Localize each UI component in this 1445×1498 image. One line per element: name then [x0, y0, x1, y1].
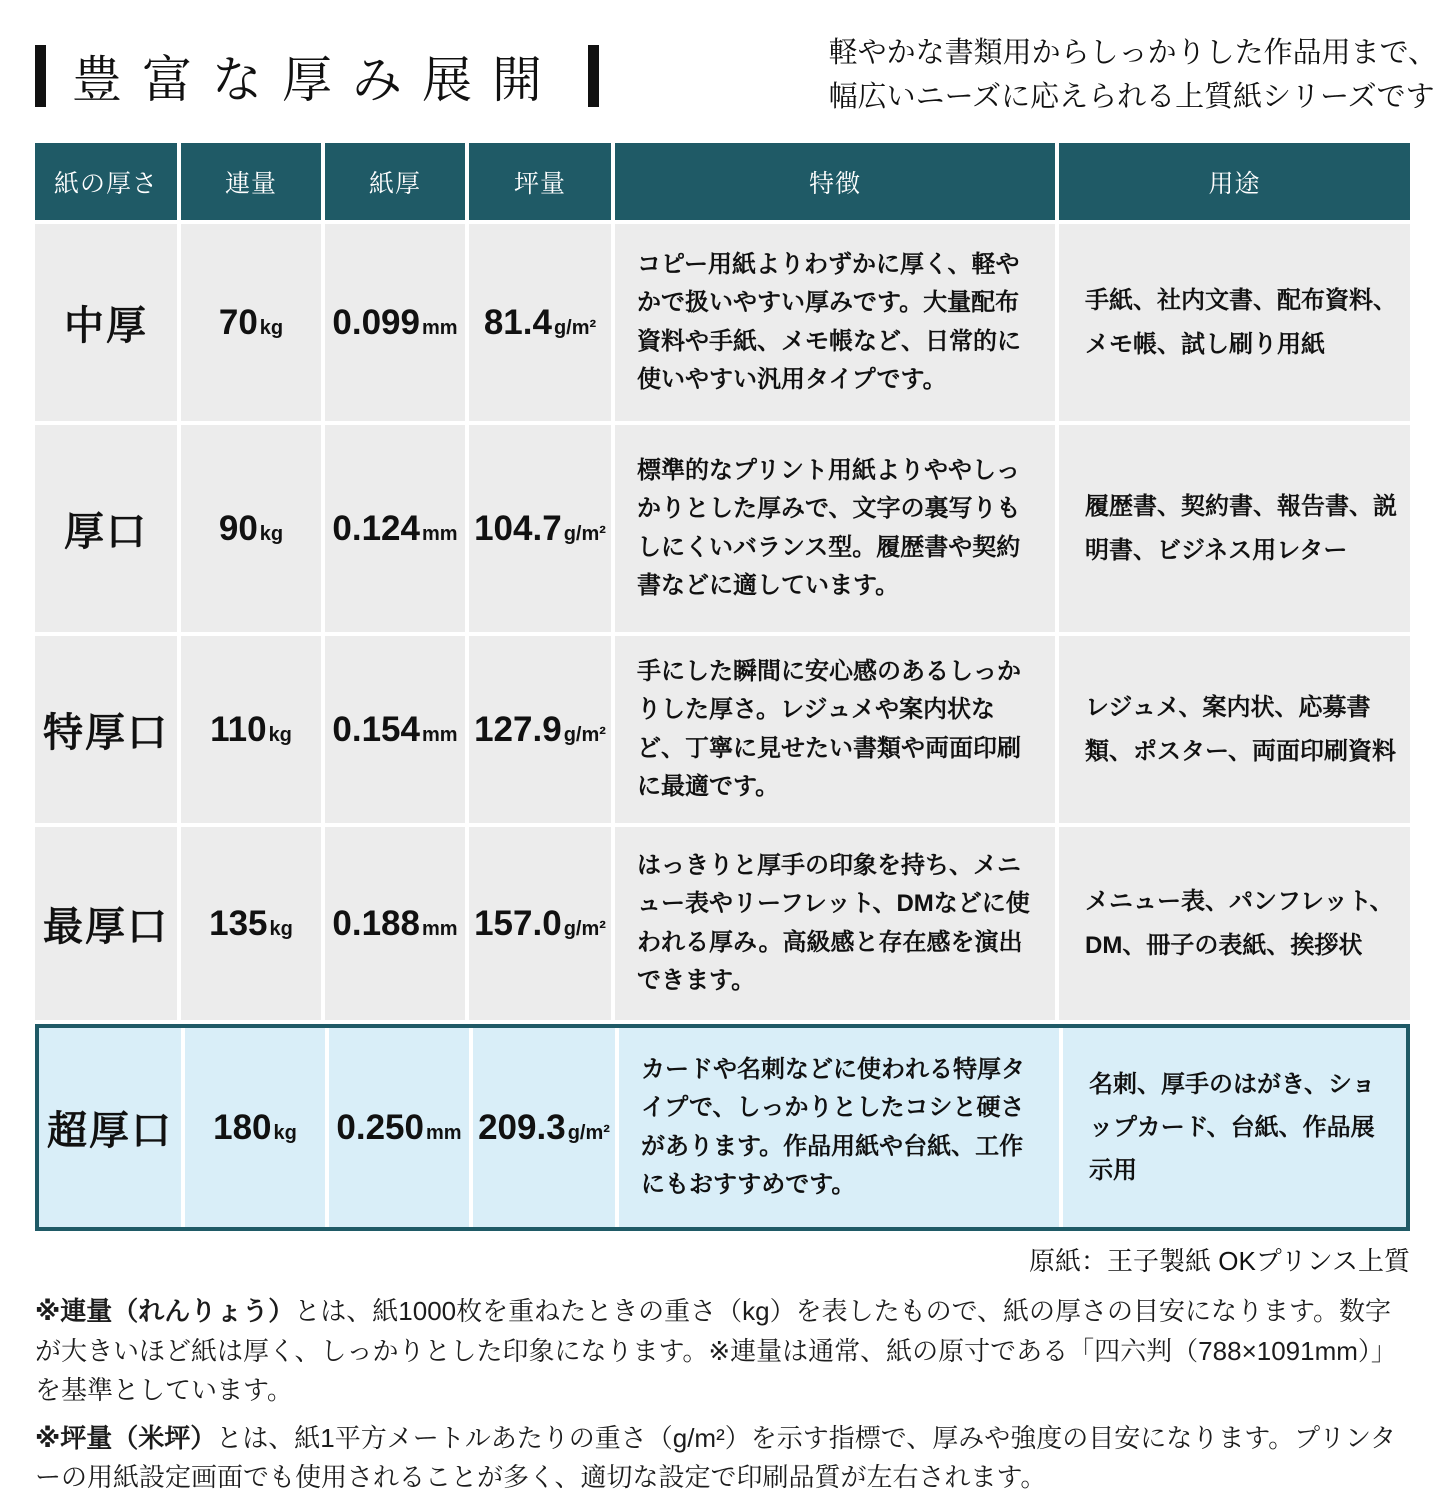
paper-caliper-value: 0.099: [332, 302, 420, 342]
paper-caliper-value: 0.154: [332, 709, 420, 749]
footnote-ream-weight-text: とは、紙1000枚を重ねたときの重さ（kg）を表したもので、紙の厚さの目安になります。数字が大きいほど紙は厚く、しっかりとした印象になります。※連量は通常、紙の原寸である「四六判（788×1091mm）」を基準としています。: [35, 1296, 1397, 1406]
ream-weight-unit: kg: [259, 522, 284, 545]
ream-weight-value: 70: [218, 302, 258, 342]
ream-weight-value: 90: [218, 508, 258, 548]
basis-weight-value: 127.9: [474, 709, 562, 749]
basis-weight-unit: g/m²: [563, 917, 606, 940]
paper-caliper-cell: [325, 425, 465, 632]
paper-caliper-unit: mm: [426, 1121, 462, 1144]
paper-caliper-unit: mm: [422, 917, 458, 940]
paper-thickness-name: 特厚口: [35, 636, 177, 823]
basis-weight-value: 157.0: [474, 903, 562, 943]
paper-caliper-value: 0.250: [336, 1107, 424, 1147]
features-text: はっきりと厚手の印象を持ち、メニュー表やリーフレット、DMなどに使われる厚み。高級感と存在感を演出できます。: [615, 827, 1055, 1020]
page-title: 豊富な厚み展開: [72, 52, 562, 108]
column-header-basis-weight: 坪量: [469, 143, 611, 220]
basis-weight-unit: g/m²: [567, 1121, 610, 1144]
page-subtitle: [829, 32, 1437, 119]
column-header-paper-caliper: 紙厚: [325, 143, 465, 220]
basis-weight-value: 104.7: [474, 508, 562, 548]
paper-caliper-value: 0.124: [332, 508, 420, 548]
ream-weight-value: 135: [209, 903, 268, 943]
basis-weight-unit: g/m²: [563, 522, 606, 545]
ream-weight-unit: kg: [259, 316, 284, 339]
table-row: [35, 636, 1410, 823]
paper-caliper-unit: mm: [422, 522, 458, 545]
ream-weight-cell: [181, 224, 321, 421]
ream-weight-cell: [181, 425, 321, 632]
column-header-paper-thickness: 紙の厚さ: [35, 143, 177, 220]
features-text: 手にした瞬間に安心感のあるしっかりした厚さ。レジュメや案内状など、丁寧に見せたい書類や両面印刷に最適です。: [615, 636, 1055, 823]
paper-thickness-name: 最厚口: [35, 827, 177, 1020]
title-bar-left-decoration: [35, 45, 46, 107]
uses-text: メニュー表、パンフレット、DM、冊子の表紙、挨拶状: [1059, 827, 1410, 1020]
paper-thickness-name: 厚口: [35, 425, 177, 632]
basis-weight-cell: [469, 224, 611, 421]
basis-weight-cell: [469, 636, 611, 823]
base-paper-source-note: 原紙：王子製紙 OKプリンス上質: [1029, 1246, 1410, 1276]
paper-caliper-cell: [325, 827, 465, 1020]
column-header-features: 特徴: [615, 143, 1055, 220]
paper-caliper-unit: mm: [422, 723, 458, 746]
basis-weight-unit: g/m²: [553, 316, 597, 339]
footnote-ream-weight: [35, 1292, 1410, 1411]
subtitle-line-1: 軽やかな書類用からしっかりした作品用まで、: [828, 37, 1437, 69]
column-header-ream-weight: 連量: [181, 143, 321, 220]
paper-caliper-cell: [329, 1028, 469, 1227]
ream-weight-cell: [185, 1028, 325, 1227]
uses-text: 手紙、社内文書、配布資料、メモ帳、試し刷り用紙: [1059, 224, 1410, 421]
ream-weight-value: 110: [210, 709, 267, 749]
ream-weight-cell: [181, 827, 321, 1020]
paper-caliper-cell: [325, 224, 465, 421]
ream-weight-value: 180: [213, 1107, 272, 1147]
subtitle-line-2: 幅広いニーズに応えられる上質紙シリーズです: [828, 80, 1435, 113]
ream-weight-cell: [181, 636, 321, 823]
basis-weight-cell: [469, 827, 611, 1020]
features-text: 標準的なプリント用紙よりややしっかりとした厚みで、文字の裏写りもしにくいバランス型。履歴書や契約書などに適しています。: [615, 425, 1055, 632]
table-header-row: [35, 143, 1410, 220]
table-row: [35, 425, 1410, 632]
table-row: [35, 1024, 1410, 1231]
page-title-block: [35, 40, 599, 112]
footnote-ream-weight-term: ※連量（れんりょう）: [35, 1296, 295, 1326]
uses-text: レジュメ、案内状、応募書類、ポスター、両面印刷資料: [1059, 636, 1410, 823]
basis-weight-value: 81.4: [483, 302, 552, 342]
title-bar-right-decoration: [588, 45, 599, 107]
ream-weight-unit: kg: [269, 917, 293, 940]
footnote-basis-weight: [35, 1419, 1410, 1498]
ream-weight-unit: kg: [273, 1121, 297, 1144]
paper-caliper-value: 0.188: [332, 903, 420, 943]
uses-text: 名刺、厚手のはがき、ショップカード、台紙、作品展示用: [1063, 1028, 1406, 1227]
paper-caliper-unit: mm: [422, 316, 458, 339]
page-header: [0, 0, 1445, 119]
basis-weight-unit: g/m²: [563, 723, 606, 746]
ream-weight-unit: kg: [268, 723, 292, 746]
basis-weight-cell: [473, 1028, 615, 1227]
table-row: [35, 827, 1410, 1020]
basis-weight-value: 209.3: [478, 1107, 566, 1147]
paper-thickness-name: 超厚口: [39, 1028, 181, 1227]
uses-text: 履歴書、契約書、報告書、説明書、ビジネス用レター: [1059, 425, 1410, 632]
features-text: コピー用紙よりわずかに厚く、軽やかで扱いやすい厚みです。大量配布資料や手紙、メモ帳など、日常的に使いやすい汎用タイプです。: [615, 224, 1055, 421]
paper-caliper-cell: [325, 636, 465, 823]
basis-weight-cell: [469, 425, 611, 632]
footnotes: [35, 1292, 1410, 1498]
footnote-basis-weight-term: ※坪量（米坪）: [35, 1422, 217, 1453]
table-row: [35, 224, 1410, 421]
column-header-uses: 用途: [1059, 143, 1410, 220]
paper-thickness-table: [35, 143, 1410, 1231]
footnote-basis-weight-text: とは、紙1平方メートルあたりの重さ（g/m²）を示す指標で、厚みや強度の目安になります。プリンターの用紙設定画面でも使用されることが多く、適切な設定で印刷品質が左右されます。: [35, 1422, 1397, 1493]
features-text: カードや名刺などに使われる特厚タイプで、しっかりとしたコシと硬さがあります。作品用紙や台紙、工作にもおすすめです。: [619, 1028, 1059, 1227]
paper-thickness-name: 中厚: [35, 224, 177, 421]
